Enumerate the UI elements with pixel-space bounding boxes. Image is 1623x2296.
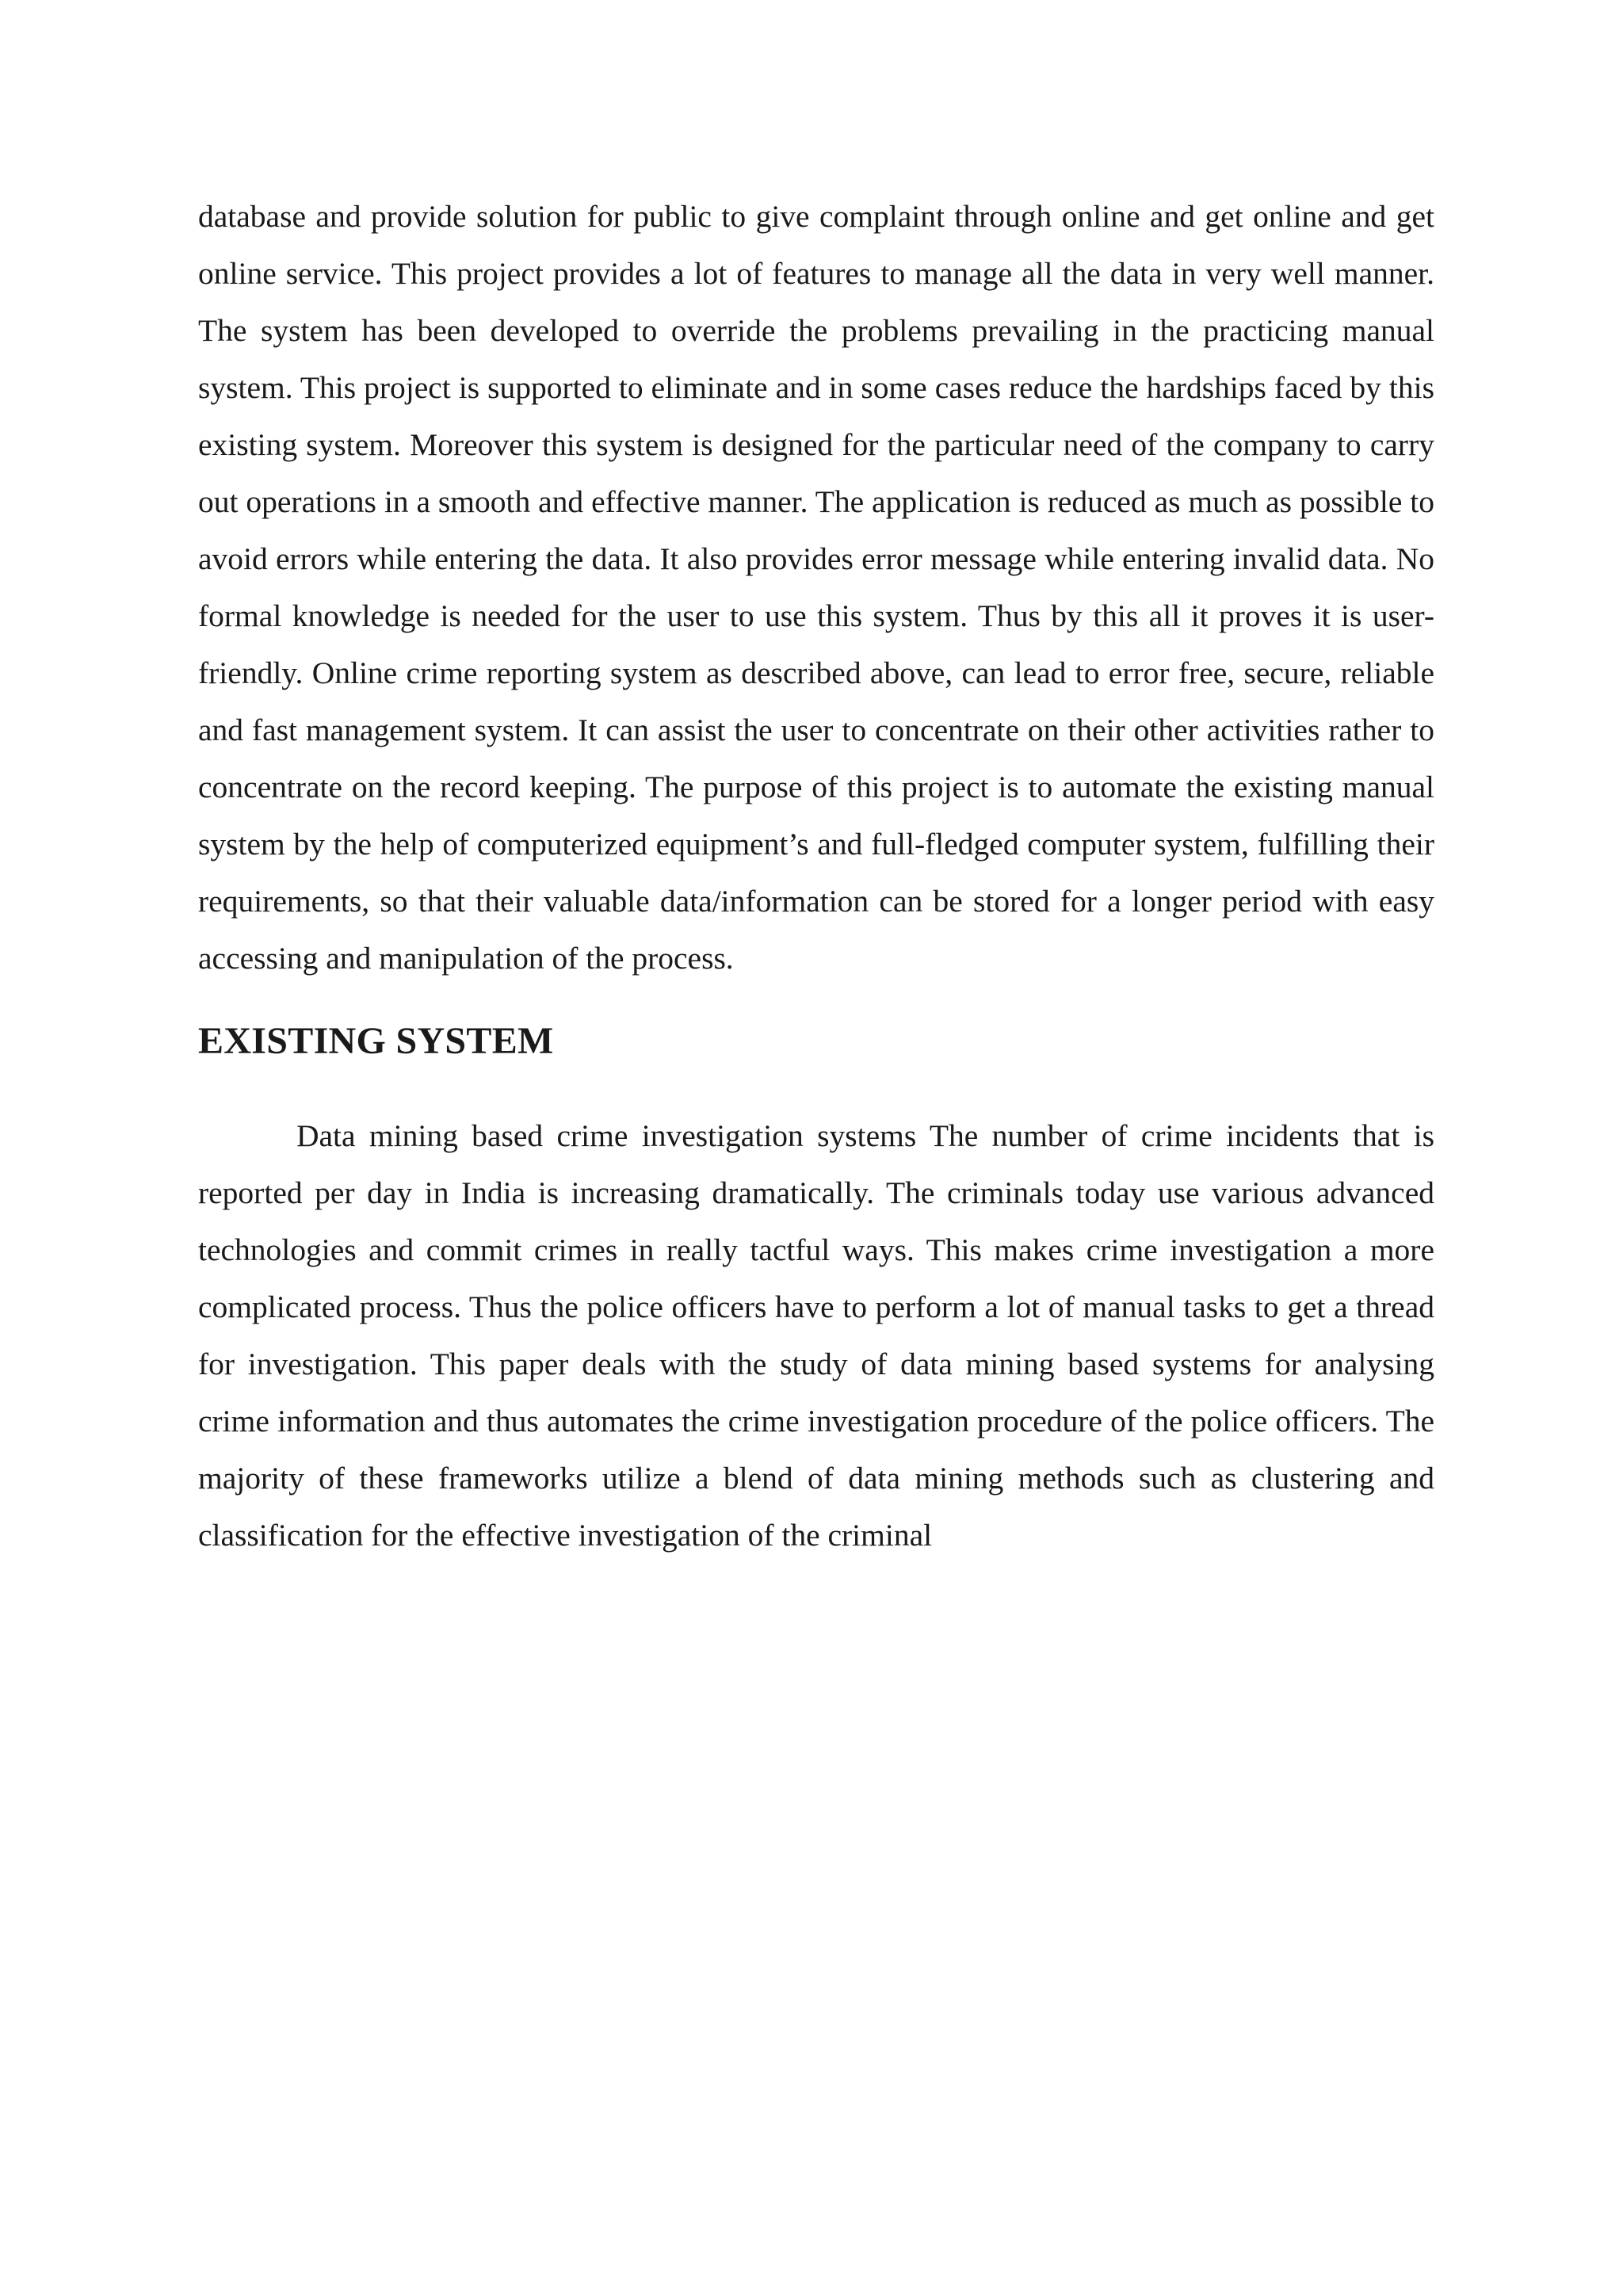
existing-system-paragraph: Data mining based crime investigation systems The number of crime incidents that is reported per day in India is increasing dramatically. The criminals today use various advanced technologies and commit crimes in really tactful ways. This makes crime investigation a more complicated process. Thus the police officers have to perform a lot of manual tasks to get a thread for investigation. This paper deals with the study of data mining based systems for analysing crime information and thus automates the crime investigation procedure of the police officers. The majority of these frameworks utilize a blend of data mining methods such as clustering and classification for the effective investigation of the criminal: [198, 1118, 1434, 1553]
intro-paragraph: database and provide solution for public to give complaint through online and get online and get online service. This project provides a lot of features to manage all the data in very well manner. The system has been developed to override the problems prevailing in the practicing manual system. This project is supported to eliminate and in some cases reduce the hardships faced by this existing system. Moreover this system is designed for the particular need of the company to carry out operations in a smooth and effective manner. The application is reduced as much as possible to avoid errors while entering the data. It also provides error message while entering invalid data. No formal knowledge is needed for the user to use this system. Thus by this all it proves it is user-friendly. Online crime reporting system as described above, can lead to error free, secure, reliable and fast management system. It can assist the user to concentrate on their other activities rather to concentrate on the record keeping. The purpose of this project is to automate the existing manual system by the help of computerized equipment’s and full-fledged computer system, fulfilling their requirements, so that their valuable data/information can be stored for a longer period with easy accessing and manipulation of the process.: [198, 199, 1434, 976]
section-heading-existing-system: EXISTING SYSTEM: [198, 1020, 554, 1062]
